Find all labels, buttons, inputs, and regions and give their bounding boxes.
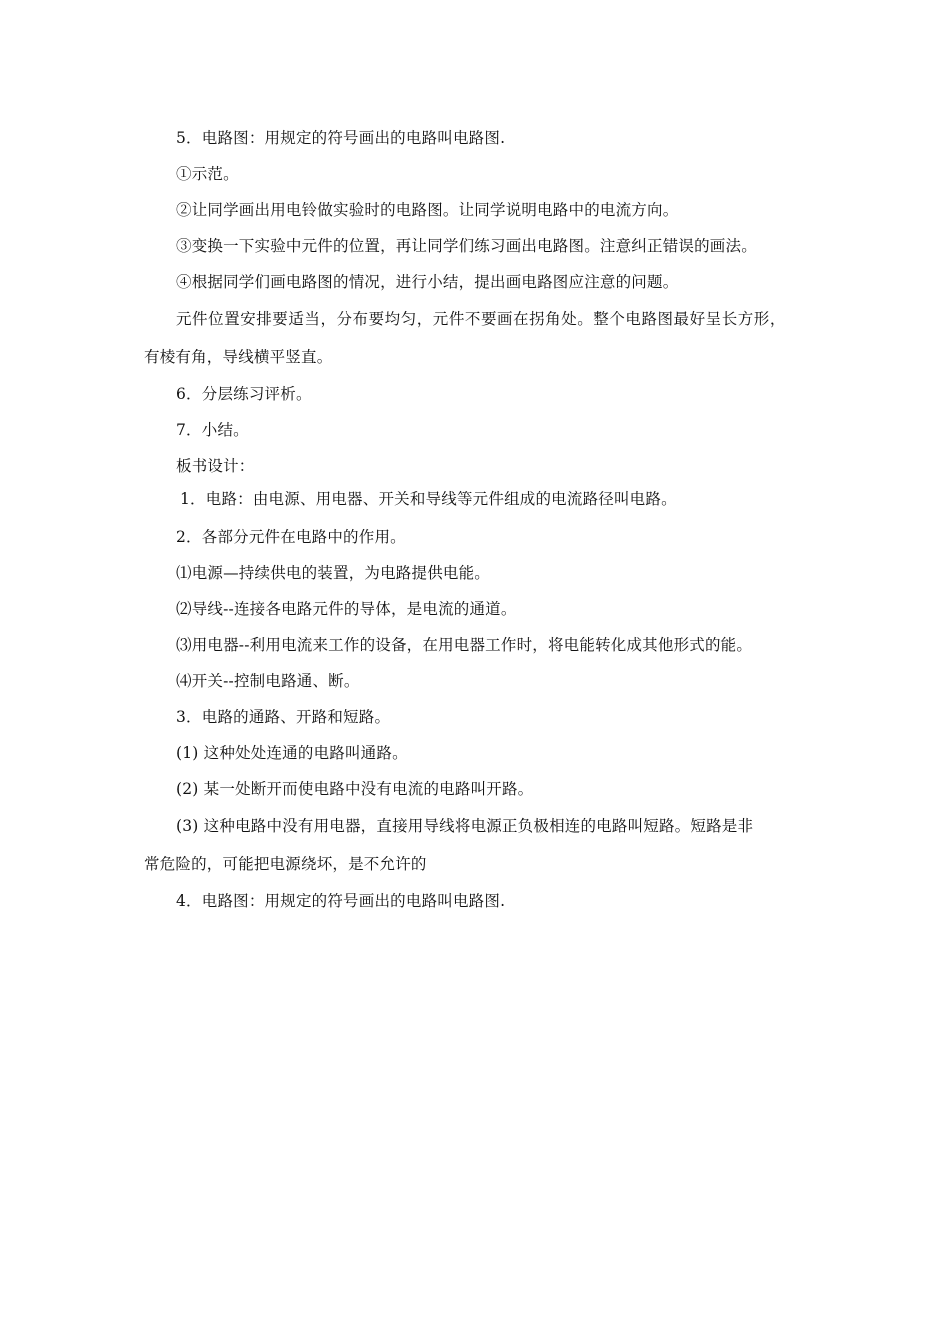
list-item-draw-bell-circuit: ②让同学画出用电铃做实验时的电路图。让同学说明电路中的电流方向。 xyxy=(176,201,679,219)
board-item-3-circuit-states: 3．电路的通路、开路和短路。 xyxy=(176,708,391,726)
list-item-rearrange-components: ③变换一下实验中元件的位置，再让同学们练习画出电路图。注意纠正错误的画法。 xyxy=(176,237,757,255)
paragraph-step-6: 6．分层练习评析。 xyxy=(176,385,312,403)
list-item-summary: ④根据同学们画电路图的情况，进行小结，提出画电路图应注意的问题。 xyxy=(176,273,679,291)
board-subitem-short-circuit: (3) 这种电路中没有用电器，直接用导线将电源正负极相连的电路叫短路。短路是非 xyxy=(176,817,754,835)
paragraph-step-5-circuit-diagram: 5．电路图：用规定的符号画出的电路叫电路图. xyxy=(176,129,506,147)
list-item-demo: ①示范。 xyxy=(176,165,239,183)
board-item-4-circuit-diagram: 4．电路图：用规定的符号画出的电路叫电路图. xyxy=(176,892,506,910)
board-subitem-wire: ⑵导线--连接各电路元件的导体，是电流的通道。 xyxy=(176,600,517,618)
paragraph-layout-rules: 元件位置安排要适当，分布要均匀，元件不要画在拐角处。整个电路图最好呈长方形， xyxy=(176,310,786,328)
board-item-1-circuit: 1．电路：由电源、用电器、开关和导线等元件组成的电流路径叫电路。 xyxy=(180,490,677,508)
section-heading-board-design: 板书设计： xyxy=(176,457,255,475)
paragraph-step-7: 7．小结。 xyxy=(176,421,249,439)
board-subitem-open-circuit: (2) 某一处断开而使电路中没有电流的电路叫开路。 xyxy=(176,780,534,798)
board-item-2-components: 2．各部分元件在电路中的作用。 xyxy=(176,528,406,546)
board-subitem-closed-circuit: (1) 这种处处连通的电路叫通路。 xyxy=(176,744,408,762)
board-subitem-switch: ⑷开关--控制电路通、断。 xyxy=(176,672,360,690)
board-subitem-short-circuit-continued: 常危险的，可能把电源绕坏，是不允许的 xyxy=(144,855,427,873)
board-subitem-power-source: ⑴电源—持续供电的装置，为电路提供电能。 xyxy=(176,564,491,582)
paragraph-layout-rules-continued: 有棱有角，导线横平竖直。 xyxy=(144,348,333,366)
board-subitem-appliance: ⑶用电器--利用电流来工作的设备，在用电器工作时，将电能转化成其他形式的能。 xyxy=(176,636,753,654)
